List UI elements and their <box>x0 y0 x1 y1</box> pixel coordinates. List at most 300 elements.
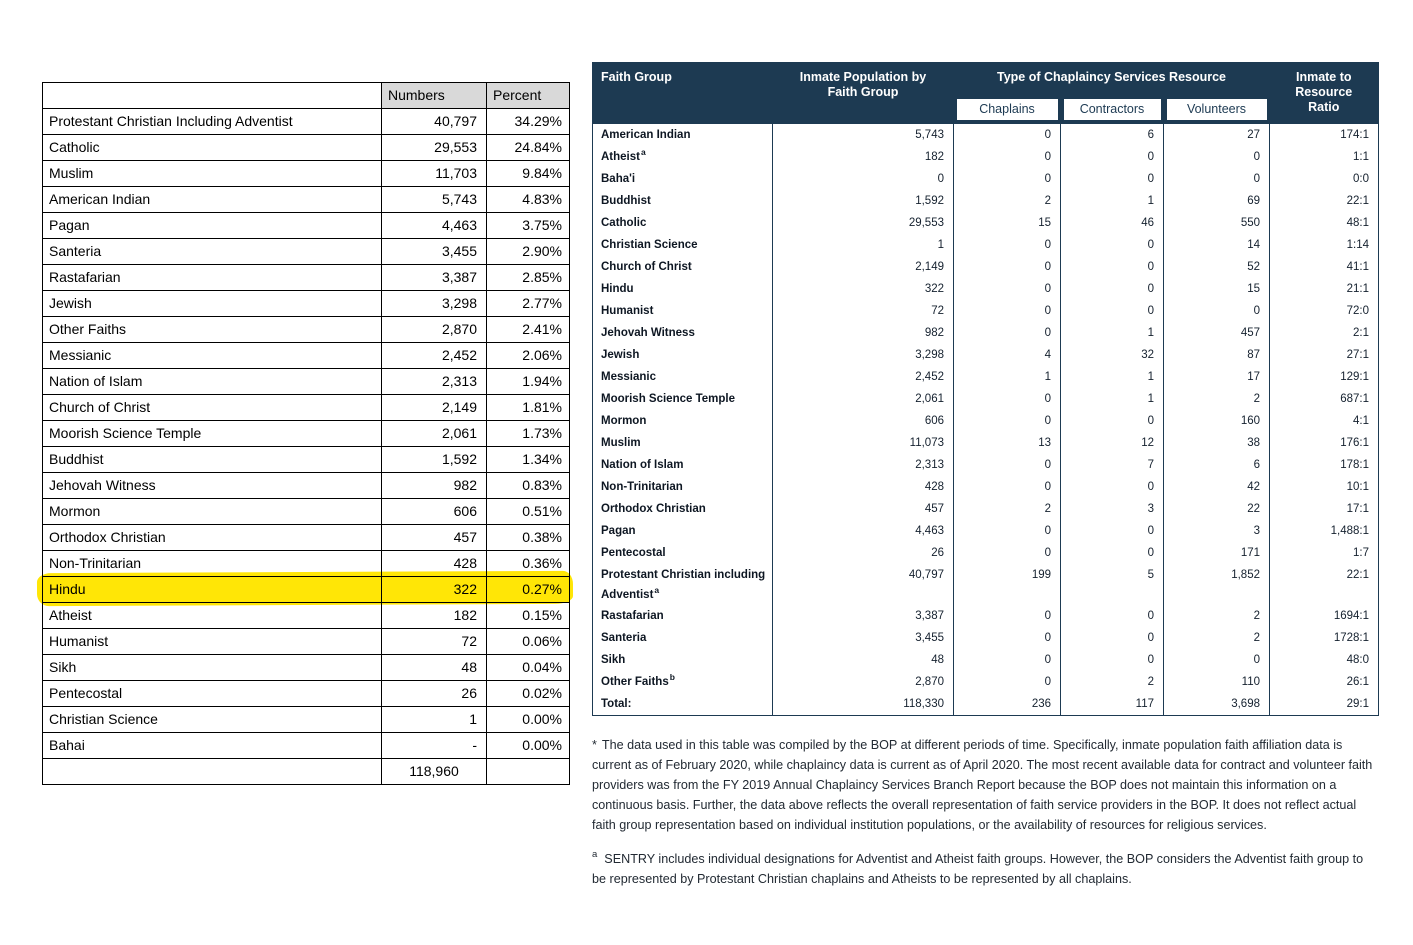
numbers-cell: 606 <box>382 499 487 525</box>
faith-group-label: Orthodox Christian <box>601 502 706 515</box>
table-row <box>593 564 1379 605</box>
table-row <box>593 234 1379 256</box>
ratio-cell: 17:1 <box>1270 498 1379 520</box>
faith-name-cell: Messianic <box>43 343 382 369</box>
chaplains-cell: 236 <box>954 693 1061 716</box>
chaplains-cell: 0 <box>954 234 1061 256</box>
chaplains-cell: 4 <box>954 344 1061 366</box>
ratio-cell: 1,488:1 <box>1270 520 1379 542</box>
numbers-cell: 3,455 <box>382 239 487 265</box>
contractors-cell: 0 <box>1061 300 1164 322</box>
chaplains-cell: 2 <box>954 190 1061 212</box>
table-row <box>43 135 570 161</box>
table-row <box>593 168 1379 190</box>
population-cell: 2,061 <box>773 388 954 410</box>
footnote-superscript: b <box>669 671 675 682</box>
faith-group-label: Humanist <box>601 304 654 317</box>
faith-group-label: Atheist <box>601 150 640 163</box>
percent-cell: 0.02% <box>487 681 570 707</box>
contractors-cell: 0 <box>1061 520 1164 542</box>
faith-group-cell <box>593 564 773 605</box>
table-row <box>593 256 1379 278</box>
population-cell: 29,553 <box>773 212 954 234</box>
header-contractors-label: Contractors <box>1064 99 1161 120</box>
percent-cell: 0.27% <box>487 577 570 603</box>
ratio-cell: 0:0 <box>1270 168 1379 190</box>
volunteers-cell: 0 <box>1164 146 1270 168</box>
faith-name-cell: Sikh <box>43 655 382 681</box>
table-row <box>43 577 570 603</box>
numbers-cell: 2,870 <box>382 317 487 343</box>
volunteers-cell: 1,852 <box>1164 564 1270 605</box>
table-row <box>593 146 1379 168</box>
faith-group-label: Pagan <box>601 524 636 537</box>
percent-cell: 2.77% <box>487 291 570 317</box>
numbers-cell: 48 <box>382 655 487 681</box>
faith-group-cell <box>593 410 773 432</box>
ratio-cell: 1:14 <box>1270 234 1379 256</box>
ratio-cell: 72:0 <box>1270 300 1379 322</box>
faith-name-cell: Jehovah Witness <box>43 473 382 499</box>
left-header-empty-cell <box>43 83 382 109</box>
faith-group-label: Rastafarian <box>601 609 664 622</box>
contractors-cell: 1 <box>1061 388 1164 410</box>
ratio-cell: 22:1 <box>1270 564 1379 605</box>
percent-cell: 1.81% <box>487 395 570 421</box>
table-row <box>43 447 570 473</box>
faith-group-label: Moorish Science Temple <box>601 392 735 405</box>
percent-cell: 1.94% <box>487 369 570 395</box>
faith-group-label: Baha'i <box>601 172 636 185</box>
faith-group-label: Jewish <box>601 348 640 361</box>
ratio-cell: 2:1 <box>1270 322 1379 344</box>
volunteers-cell: 22 <box>1164 498 1270 520</box>
table-row <box>43 499 570 525</box>
contractors-cell: 0 <box>1061 542 1164 564</box>
total-name-cell <box>43 759 382 785</box>
faith-group-label: Santeria <box>601 631 647 644</box>
faith-name-cell: Church of Christ <box>43 395 382 421</box>
percent-cell: 2.90% <box>487 239 570 265</box>
chaplains-cell: 15 <box>954 212 1061 234</box>
faith-group-cell <box>593 432 773 454</box>
total-numbers-cell: 118,960 <box>382 759 487 785</box>
header-contractors <box>1061 95 1164 123</box>
volunteers-cell: 3,698 <box>1164 693 1270 716</box>
table-row <box>593 322 1379 344</box>
numbers-cell: 1 <box>382 707 487 733</box>
faith-group-cell <box>593 146 773 168</box>
table-row <box>593 454 1379 476</box>
volunteers-cell: 110 <box>1164 671 1270 693</box>
chaplaincy-services-section <box>592 62 1378 903</box>
population-cell: 2,313 <box>773 454 954 476</box>
numbers-cell: 457 <box>382 525 487 551</box>
population-cell: 1,592 <box>773 190 954 212</box>
contractors-cell: 7 <box>1061 454 1164 476</box>
percent-cell: 0.83% <box>487 473 570 499</box>
chaplains-cell: 0 <box>954 300 1061 322</box>
faith-group-cell <box>593 649 773 671</box>
contractors-cell: 3 <box>1061 498 1164 520</box>
volunteers-cell: 3 <box>1164 520 1270 542</box>
faith-group-label: Other Faiths <box>601 675 669 688</box>
contractors-cell: 0 <box>1061 168 1164 190</box>
table-row <box>593 627 1379 649</box>
chaplains-cell: 0 <box>954 671 1061 693</box>
faith-name-cell: Pentecostal <box>43 681 382 707</box>
volunteers-cell: 87 <box>1164 344 1270 366</box>
population-cell: 606 <box>773 410 954 432</box>
numbers-cell: 2,452 <box>382 343 487 369</box>
percent-cell: 1.34% <box>487 447 570 473</box>
population-cell: 0 <box>773 168 954 190</box>
chaplaincy-services-table <box>592 62 1379 716</box>
table-row <box>593 432 1379 454</box>
faith-group-cell <box>593 190 773 212</box>
percent-cell: 4.83% <box>487 187 570 213</box>
table-row <box>43 733 570 759</box>
faith-name-cell: Catholic <box>43 135 382 161</box>
faith-group-label: Buddhist <box>601 194 651 207</box>
chaplains-cell: 0 <box>954 123 1061 146</box>
percent-cell: 0.00% <box>487 733 570 759</box>
table-row <box>43 525 570 551</box>
left-table-total-row <box>43 759 570 785</box>
volunteers-cell: 2 <box>1164 388 1270 410</box>
faith-group-label: Messianic <box>601 370 656 383</box>
header-volunteers-label: Volunteers <box>1167 99 1267 120</box>
population-cell: 118,330 <box>773 693 954 716</box>
table-row <box>593 190 1379 212</box>
chaplains-cell: 0 <box>954 454 1061 476</box>
table-row <box>43 629 570 655</box>
faith-group-cell <box>593 542 773 564</box>
faith-name-cell: Other Faiths <box>43 317 382 343</box>
table-row <box>43 551 570 577</box>
numbers-cell: 72 <box>382 629 487 655</box>
faith-group-cell <box>593 605 773 627</box>
faith-group-label: American Indian <box>601 128 691 141</box>
population-cell: 3,455 <box>773 627 954 649</box>
contractors-cell: 0 <box>1061 278 1164 300</box>
table-row <box>43 707 570 733</box>
population-cell: 11,073 <box>773 432 954 454</box>
footnote-paragraph <box>592 735 1378 835</box>
population-cell: 457 <box>773 498 954 520</box>
numbers-cell: 3,298 <box>382 291 487 317</box>
population-cell: 3,298 <box>773 344 954 366</box>
ratio-cell: 22:1 <box>1270 190 1379 212</box>
total-percent-cell <box>487 759 570 785</box>
faith-name-cell: American Indian <box>43 187 382 213</box>
chaplains-cell: 0 <box>954 476 1061 498</box>
contractors-cell: 0 <box>1061 234 1164 256</box>
table-row <box>593 520 1379 542</box>
ratio-cell: 1694:1 <box>1270 605 1379 627</box>
faith-name-cell: Hindu <box>43 577 382 603</box>
faith-group-cell <box>593 454 773 476</box>
volunteers-cell: 160 <box>1164 410 1270 432</box>
numbers-cell: 26 <box>382 681 487 707</box>
volunteers-cell: 17 <box>1164 366 1270 388</box>
percent-cell: 9.84% <box>487 161 570 187</box>
population-cell: 4,463 <box>773 520 954 542</box>
table-row <box>593 542 1379 564</box>
header-faith-group: Faith Group <box>593 63 773 123</box>
numbers-cell: 322 <box>382 577 487 603</box>
chaplains-cell: 0 <box>954 256 1061 278</box>
faith-group-cell <box>593 693 773 716</box>
contractors-cell: 1 <box>1061 322 1164 344</box>
numbers-cell: 5,743 <box>382 187 487 213</box>
faith-group-cell <box>593 123 773 146</box>
numbers-cell: 2,061 <box>382 421 487 447</box>
faith-group-label: Non-Trinitarian <box>601 480 683 493</box>
volunteers-cell: 2 <box>1164 605 1270 627</box>
ratio-cell: 176:1 <box>1270 432 1379 454</box>
percent-cell: 2.85% <box>487 265 570 291</box>
faith-group-label: Nation of Islam <box>601 458 684 471</box>
faith-group-cell <box>593 322 773 344</box>
population-cell: 322 <box>773 278 954 300</box>
table-row <box>43 395 570 421</box>
left-table-header-row <box>43 83 570 109</box>
faith-group-cell <box>593 234 773 256</box>
volunteers-cell: 550 <box>1164 212 1270 234</box>
faith-group-label: Church of Christ <box>601 260 692 273</box>
percent-cell: 2.06% <box>487 343 570 369</box>
numbers-cell: 2,313 <box>382 369 487 395</box>
chaplains-cell: 0 <box>954 520 1061 542</box>
faith-name-cell: Atheist <box>43 603 382 629</box>
ratio-cell: 21:1 <box>1270 278 1379 300</box>
contractors-cell: 2 <box>1061 671 1164 693</box>
population-cell: 2,870 <box>773 671 954 693</box>
footnote-marker: a <box>592 849 598 861</box>
faith-group-cell <box>593 671 773 693</box>
faith-group-label: Protestant Christian including Adventist <box>601 568 766 601</box>
footnote-paragraph <box>592 849 1378 889</box>
ratio-cell: 27:1 <box>1270 344 1379 366</box>
footnote-superscript: a <box>654 584 660 595</box>
faith-name-cell: Muslim <box>43 161 382 187</box>
chaplains-cell: 0 <box>954 388 1061 410</box>
faith-group-label: Muslim <box>601 436 641 449</box>
numbers-cell: 3,387 <box>382 265 487 291</box>
faith-group-label: Sikh <box>601 653 626 666</box>
chaplains-cell: 0 <box>954 605 1061 627</box>
footnote-superscript: a <box>640 146 646 157</box>
chaplains-cell: 199 <box>954 564 1061 605</box>
numbers-cell: 4,463 <box>382 213 487 239</box>
ratio-cell: 1:7 <box>1270 542 1379 564</box>
faith-name-cell: Jewish <box>43 291 382 317</box>
population-cell: 182 <box>773 146 954 168</box>
faith-name-cell: Protestant Christian Including Adventist <box>43 109 382 135</box>
chaplains-cell: 0 <box>954 322 1061 344</box>
header-chaplains <box>954 95 1061 123</box>
population-cell: 1 <box>773 234 954 256</box>
table-row <box>43 369 570 395</box>
chaplains-cell: 0 <box>954 168 1061 190</box>
header-volunteers <box>1164 95 1270 123</box>
percent-cell: 34.29% <box>487 109 570 135</box>
percent-cell: 3.75% <box>487 213 570 239</box>
table-row <box>43 343 570 369</box>
table-row <box>593 671 1379 693</box>
ratio-cell: 41:1 <box>1270 256 1379 278</box>
faith-name-cell: Rastafarian <box>43 265 382 291</box>
ratio-cell: 10:1 <box>1270 476 1379 498</box>
numbers-cell: 11,703 <box>382 161 487 187</box>
faith-group-label: Jehovah Witness <box>601 326 695 339</box>
volunteers-cell: 52 <box>1164 256 1270 278</box>
numbers-cell: 29,553 <box>382 135 487 161</box>
faith-name-cell: Orthodox Christian <box>43 525 382 551</box>
percent-cell: 2.41% <box>487 317 570 343</box>
faith-group-cell <box>593 520 773 542</box>
table-row <box>43 421 570 447</box>
inmate-population-percent-table <box>42 82 570 785</box>
faith-group-cell <box>593 498 773 520</box>
header-type-of-chaplaincy: Type of Chaplaincy Services Resource <box>954 63 1270 95</box>
ratio-cell: 129:1 <box>1270 366 1379 388</box>
footnote-marker: * <box>592 737 597 752</box>
contractors-cell: 5 <box>1061 564 1164 605</box>
table-row <box>43 603 570 629</box>
volunteers-cell: 171 <box>1164 542 1270 564</box>
volunteers-cell: 14 <box>1164 234 1270 256</box>
ratio-cell: 26:1 <box>1270 671 1379 693</box>
contractors-cell: 0 <box>1061 410 1164 432</box>
contractors-cell: 6 <box>1061 123 1164 146</box>
faith-name-cell: Mormon <box>43 499 382 525</box>
table-row <box>593 388 1379 410</box>
faith-group-cell <box>593 388 773 410</box>
ratio-cell: 174:1 <box>1270 123 1379 146</box>
contractors-cell: 12 <box>1061 432 1164 454</box>
percent-cell: 24.84% <box>487 135 570 161</box>
percent-cell: 0.00% <box>487 707 570 733</box>
population-cell: 2,149 <box>773 256 954 278</box>
ratio-cell: 29:1 <box>1270 693 1379 716</box>
footnote-text: SENTRY includes individual designations for Adventist and Atheist faith groups. However, the BOP considers the Adventist faith group to be represented by Protestant Christian chaplains and Atheists to be represented by all chaplains. <box>592 851 1364 886</box>
contractors-cell: 0 <box>1061 256 1164 278</box>
volunteers-cell: 38 <box>1164 432 1270 454</box>
population-cell: 48 <box>773 649 954 671</box>
faith-group-cell <box>593 278 773 300</box>
chaplains-cell: 0 <box>954 278 1061 300</box>
contractors-cell: 0 <box>1061 627 1164 649</box>
numbers-cell: 182 <box>382 603 487 629</box>
table-row <box>43 187 570 213</box>
table-row <box>43 317 570 343</box>
numbers-cell: 40,797 <box>382 109 487 135</box>
faith-group-cell <box>593 366 773 388</box>
table-row <box>43 265 570 291</box>
contractors-cell: 1 <box>1061 366 1164 388</box>
table-row <box>593 278 1379 300</box>
table-row <box>593 605 1379 627</box>
faith-group-label: Christian Science <box>601 238 698 251</box>
header-inmate-population: Inmate Population by Faith Group <box>773 63 954 123</box>
faith-name-cell: Moorish Science Temple <box>43 421 382 447</box>
chaplains-cell: 1 <box>954 366 1061 388</box>
contractors-cell: 0 <box>1061 649 1164 671</box>
left-header-numbers: Numbers <box>382 83 487 109</box>
percent-cell: 0.51% <box>487 499 570 525</box>
faith-group-label: Mormon <box>601 414 647 427</box>
table-row <box>43 161 570 187</box>
percent-cell: 0.06% <box>487 629 570 655</box>
table-row <box>593 649 1379 671</box>
faith-name-cell: Buddhist <box>43 447 382 473</box>
volunteers-cell: 6 <box>1164 454 1270 476</box>
contractors-cell: 46 <box>1061 212 1164 234</box>
percent-cell: 1.73% <box>487 421 570 447</box>
faith-group-cell <box>593 344 773 366</box>
chaplains-cell: 0 <box>954 542 1061 564</box>
inmate-population-percent-table-wrap <box>42 82 569 785</box>
faith-group-cell <box>593 168 773 190</box>
volunteers-cell: 69 <box>1164 190 1270 212</box>
table-row <box>593 693 1379 716</box>
faith-name-cell: Christian Science <box>43 707 382 733</box>
table-row <box>593 410 1379 432</box>
chaplains-cell: 0 <box>954 410 1061 432</box>
contractors-cell: 0 <box>1061 476 1164 498</box>
numbers-cell: 982 <box>382 473 487 499</box>
chaplains-cell: 13 <box>954 432 1061 454</box>
population-cell: 5,743 <box>773 123 954 146</box>
chaplains-cell: 0 <box>954 627 1061 649</box>
table-row <box>43 655 570 681</box>
faith-group-cell <box>593 476 773 498</box>
ratio-cell: 48:1 <box>1270 212 1379 234</box>
table-row <box>593 123 1379 146</box>
table-row <box>593 344 1379 366</box>
faith-group-cell <box>593 256 773 278</box>
ratio-cell: 1:1 <box>1270 146 1379 168</box>
numbers-cell: 1,592 <box>382 447 487 473</box>
contractors-cell: 1 <box>1061 190 1164 212</box>
table-row <box>593 300 1379 322</box>
table-row <box>43 681 570 707</box>
population-cell: 2,452 <box>773 366 954 388</box>
volunteers-cell: 0 <box>1164 649 1270 671</box>
table-row <box>593 212 1379 234</box>
faith-group-cell <box>593 627 773 649</box>
ratio-cell: 1728:1 <box>1270 627 1379 649</box>
numbers-cell: 428 <box>382 551 487 577</box>
header-chaplains-label: Chaplains <box>957 99 1058 120</box>
volunteers-cell: 0 <box>1164 168 1270 190</box>
faith-group-cell <box>593 300 773 322</box>
contractors-cell: 0 <box>1061 146 1164 168</box>
faith-name-cell: Bahai <box>43 733 382 759</box>
footnote-text: The data used in this table was compiled by the BOP at different periods of time. Specifically, inmate population faith affiliation data is current as of February 2020, while chaplaincy data is current as of April 2020. The most recent available data for contract and volunteer faith providers was from the FY 2019 Annual Chaplaincy Services Branch Report because the BOP does not maintain this information on a continuous basis. Further, the data above reflects the overall representation of faith service providers in the BOP. It does not reflect actual faith group representation based on individual institution populations, or the availability of resources for religious services. <box>592 737 1373 832</box>
population-cell: 40,797 <box>773 564 954 605</box>
left-header-percent: Percent <box>487 83 570 109</box>
table-row <box>43 213 570 239</box>
percent-cell: 0.38% <box>487 525 570 551</box>
chaplains-cell: 2 <box>954 498 1061 520</box>
population-cell: 982 <box>773 322 954 344</box>
volunteers-cell: 2 <box>1164 627 1270 649</box>
ratio-cell: 48:0 <box>1270 649 1379 671</box>
ratio-cell: 687:1 <box>1270 388 1379 410</box>
